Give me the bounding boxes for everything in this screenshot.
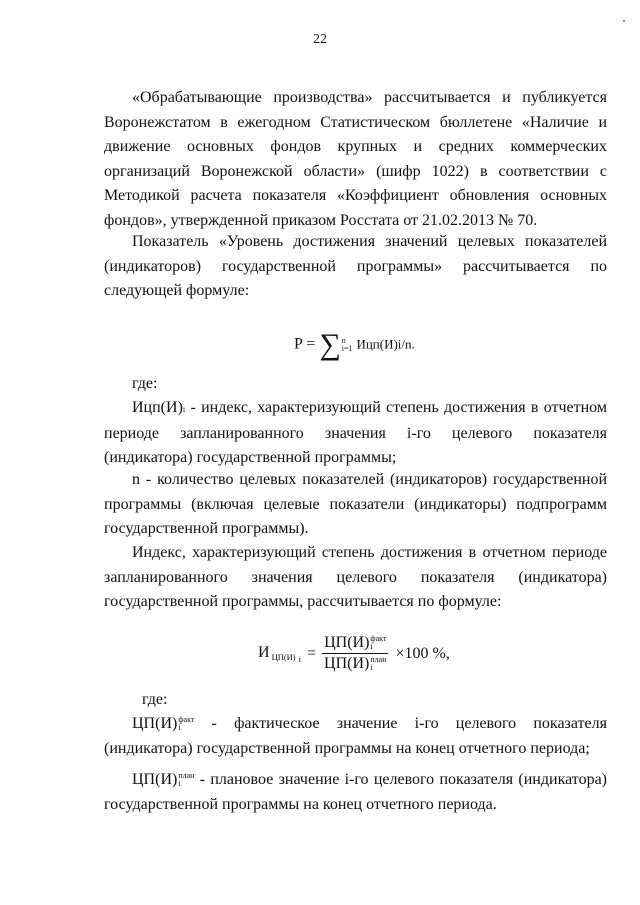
where-label-2: где:: [142, 691, 168, 708]
fraction-denominator: ЦП(И) план i: [324, 655, 387, 673]
definition-plan: [104, 768, 607, 817]
definition-fact: [104, 712, 607, 761]
symbol-cp-fact: ЦП(И) факт i: [132, 715, 195, 733]
definition-n: n - количество целевых показателей (индикаторов) государственной программы (включая целевые показатели (индикаторы) подпрограмм государственной программы).: [104, 471, 607, 537]
formula-level-achievement: [294, 330, 415, 360]
formula2-tail: ×100 %,: [395, 644, 450, 662]
paragraph-pokazatel-uroven: Показатель «Уровень достижения значений целевых показателей (индикаторов) государственной программы» рассчитывается по следующей формуле:: [104, 233, 607, 299]
scan-mark: [623, 20, 625, 22]
formula-body: Ицп(И)i/n.: [356, 336, 415, 352]
formula2-lhs: И ЦП(И) $_i$: [258, 643, 302, 664]
definition-plan-text: - плановое значение i-го целевого показателя (индикатора) государственной программы на конец отчетного периода.: [104, 771, 607, 813]
formula2-fraction: [322, 634, 388, 673]
fraction-numerator: ЦП(И) факт i: [322, 634, 388, 654]
formula-index: [258, 634, 450, 673]
sum-sign: ∑: [319, 328, 341, 361]
definition-index-icp: [104, 396, 607, 471]
paragraph-index-formula: Индекс, характеризующий степень достижения в отчетном периоде запланированного значения целевого показателя (индикатора) государственной программы, рассчитывается по формуле:: [104, 544, 607, 610]
definition-fact-text: - фактическое значение i-го целевого показателя (индикатора) государственной программы на конец отчетного периода;: [104, 715, 607, 757]
definition-index-icp-text: - индекс, характеризующий степень достижения в отчетном периоде запланированного значения i-го целевого показателя (индикатора) государственной программы;: [104, 399, 607, 466]
sum-limits: [342, 337, 353, 353]
sum-upper: n: [341, 336, 346, 345]
sum-lower: i=1: [341, 344, 353, 353]
symbol-icp: Ицп(И)i: [132, 399, 186, 416]
formula-lhs: P =: [294, 335, 316, 353]
where-label-1: где:: [132, 375, 158, 392]
symbol-cp-plan: ЦП(И) план i: [132, 771, 195, 789]
formula2-equals: =: [307, 644, 317, 662]
page-number: 22: [313, 32, 327, 47]
paragraph-obrabatyvayushchie: «Обрабатывающие производства» рассчитывается и публикуется Воронежстатом в ежегодном Статистическом бюллетене «Наличие и движение основных фондов крупных и средних коммерческих организаций Воронежской области» (шифр 1022) в соответствии с Методикой расчета показателя «Коэффициент обновления основных фондов», утвержденной приказом Росстата от 21.02.2013 № 70.: [104, 89, 607, 229]
